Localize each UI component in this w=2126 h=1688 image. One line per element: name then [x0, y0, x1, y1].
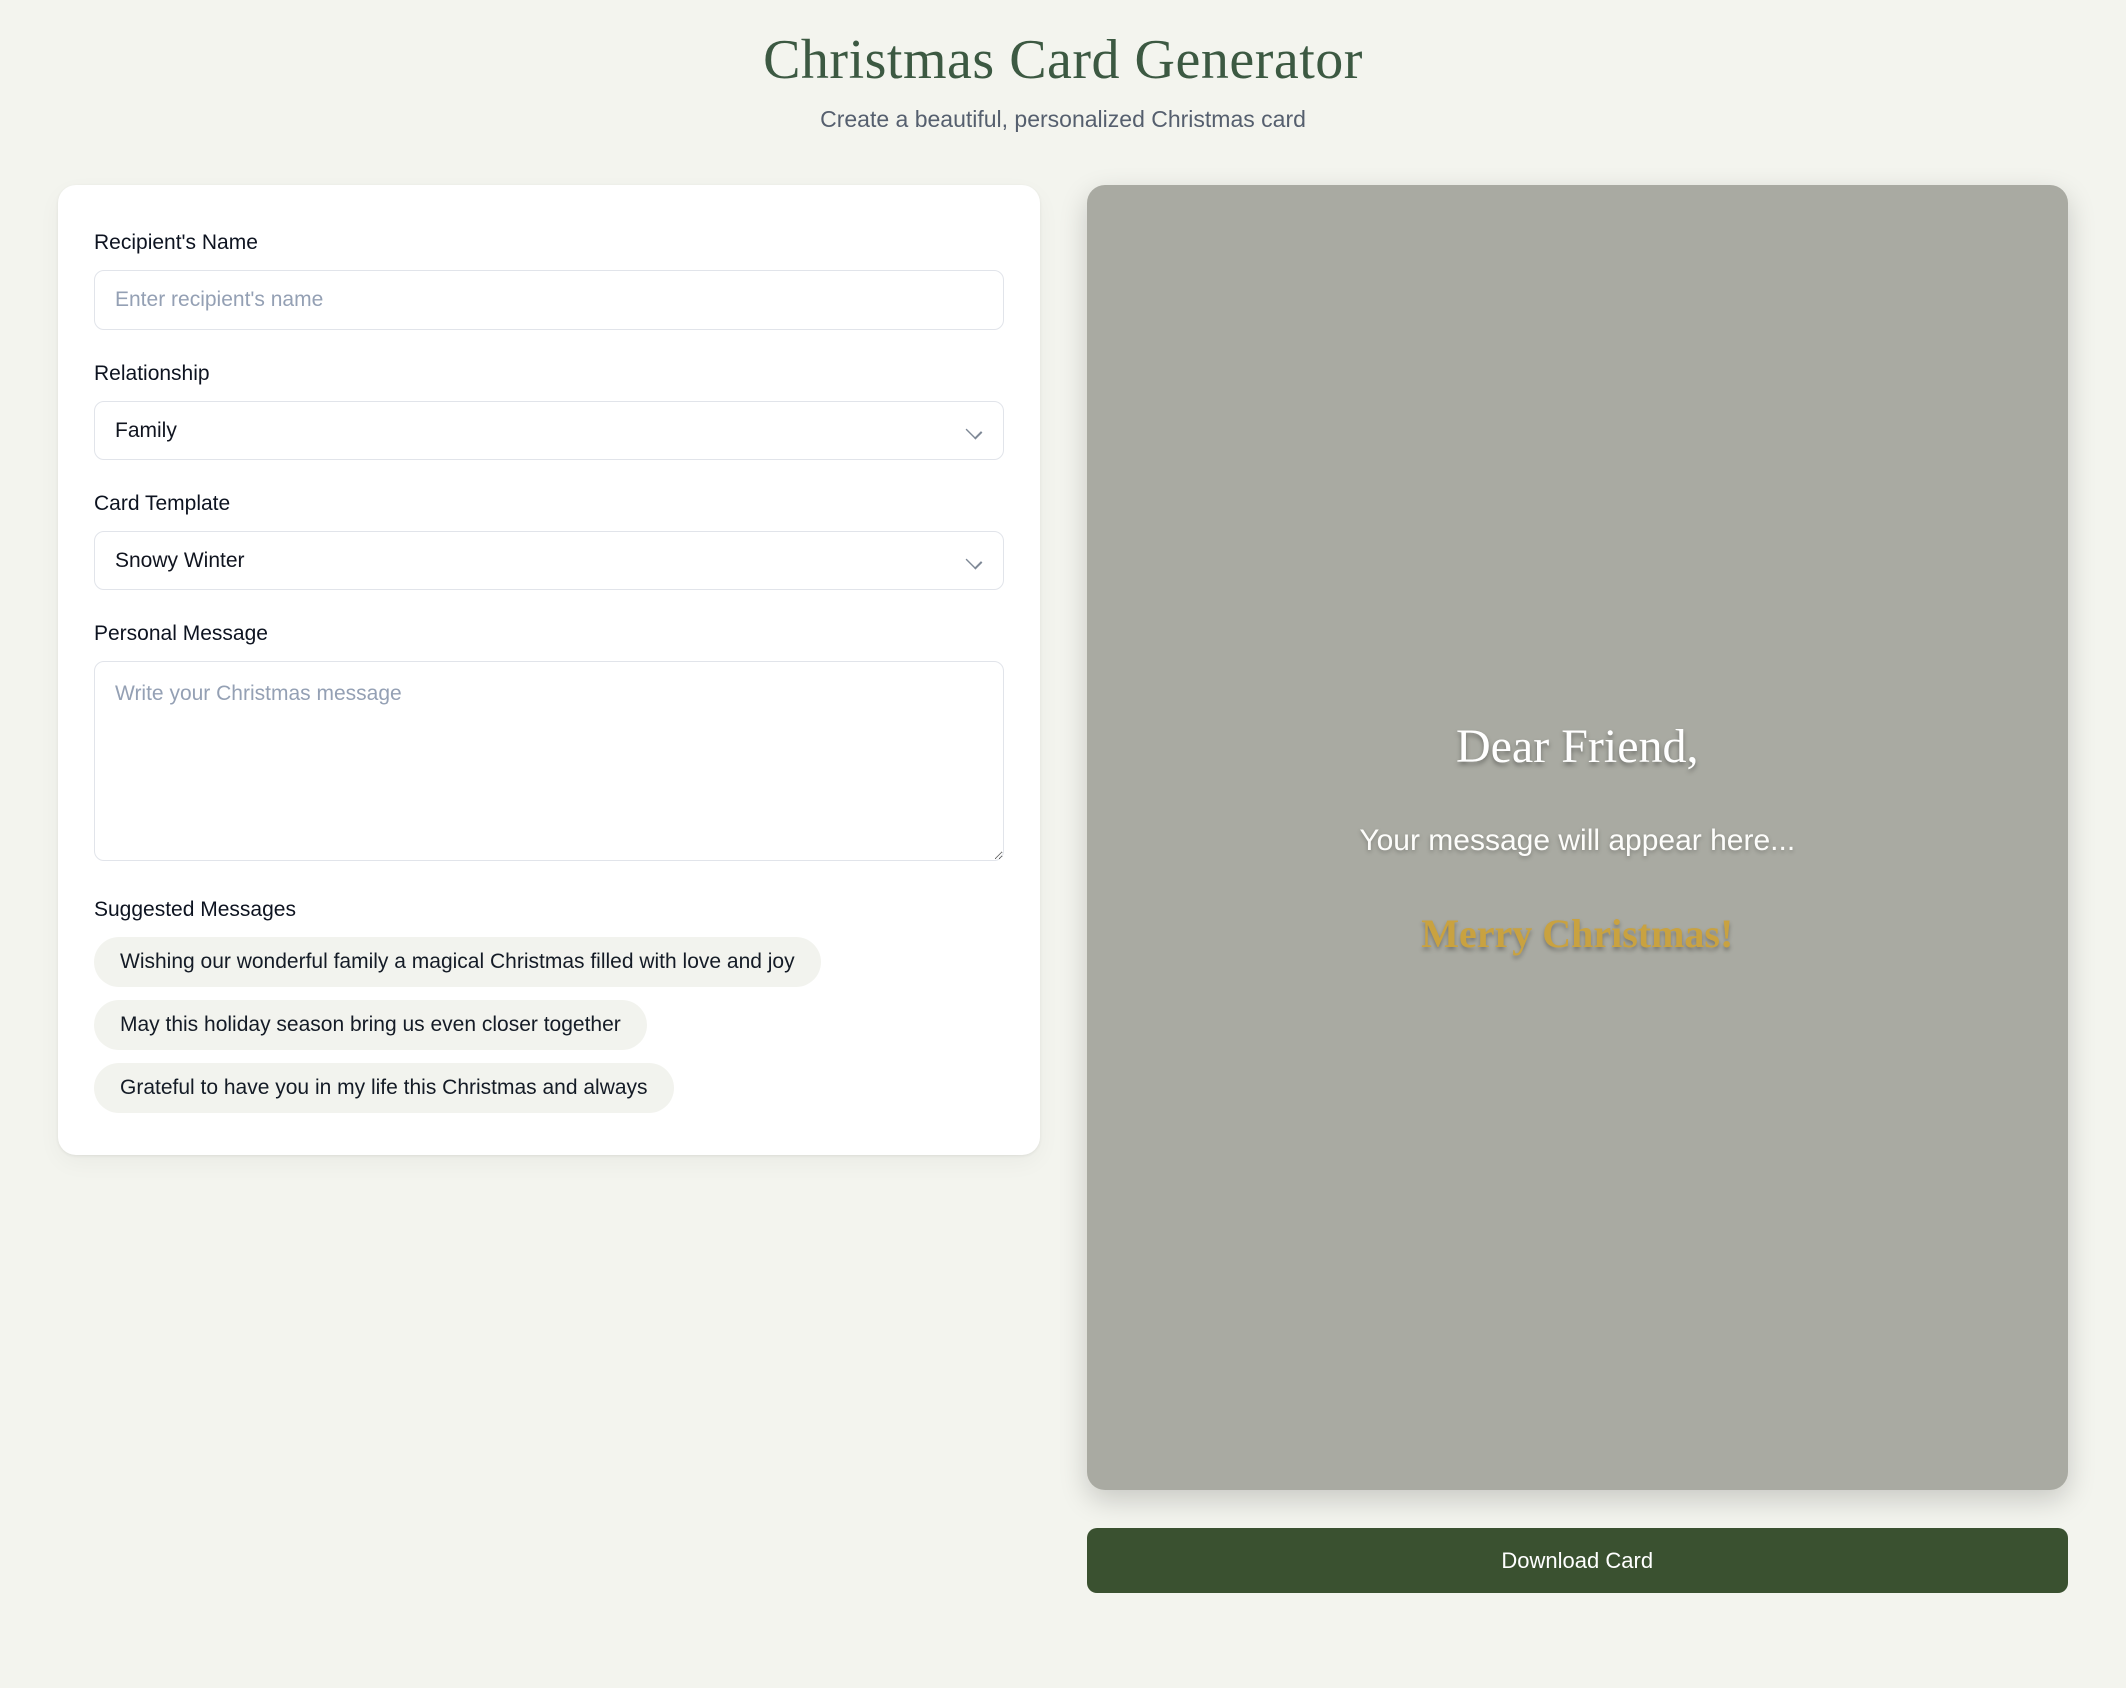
card-message-placeholder: Your message will appear here...	[1359, 823, 1796, 857]
suggested-messages-group	[94, 898, 1004, 1113]
card-closing: Merry Christmas!	[1421, 910, 1734, 956]
card-preview	[1087, 185, 2069, 1490]
card-template-select-wrap	[94, 531, 1004, 590]
relationship-group	[94, 362, 1004, 460]
header	[58, 0, 2068, 133]
suggested-message-pill[interactable]: Wishing our wonderful family a magical Christmas filled with love and joy	[94, 937, 821, 987]
personal-message-label: Personal Message	[94, 622, 268, 646]
card-greeting: Dear Friend,	[1455, 719, 1699, 773]
download-card-button[interactable]: Download Card	[1087, 1528, 2069, 1593]
relationship-select-wrap	[94, 401, 1004, 460]
card-template-select[interactable]	[94, 531, 1004, 590]
card-template-group	[94, 492, 1004, 590]
recipient-name-group	[94, 231, 1004, 330]
page-title: Christmas Card Generator	[763, 29, 1363, 91]
recipient-name-label: Recipient's Name	[94, 231, 258, 255]
personal-message-group	[94, 622, 1004, 866]
relationship-select[interactable]	[94, 401, 1004, 460]
suggested-messages-label: Suggested Messages	[94, 898, 296, 922]
relationship-label: Relationship	[94, 362, 210, 386]
suggested-message-pill[interactable]: May this holiday season bring us even closer together	[94, 1000, 647, 1050]
recipient-name-input[interactable]	[94, 270, 1004, 330]
form-panel	[58, 185, 1040, 1155]
card-template-label: Card Template	[94, 492, 231, 516]
page-subtitle: Create a beautiful, personalized Christmas card	[820, 106, 1306, 133]
main-content	[58, 185, 2068, 1593]
suggested-message-pill[interactable]: Grateful to have you in my life this Christmas and always	[94, 1063, 674, 1113]
personal-message-textarea[interactable]	[94, 661, 1004, 861]
preview-column	[1087, 185, 2069, 1593]
